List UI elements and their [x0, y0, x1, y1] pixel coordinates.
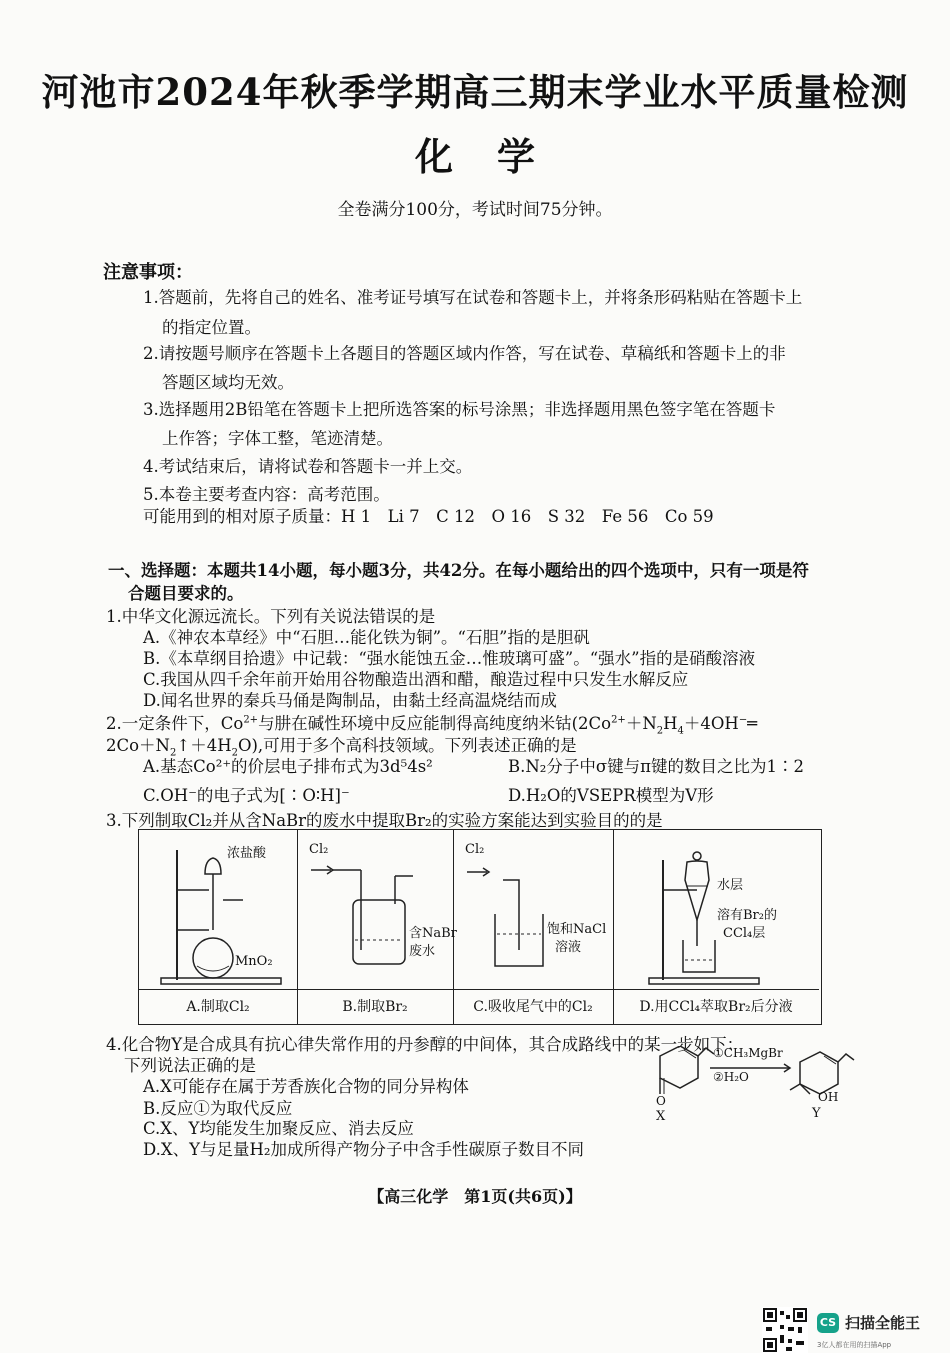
q4-option-b: B.反应①为取代反应	[143, 1099, 293, 1118]
hydroxyl-label: OH	[818, 1090, 839, 1104]
separatory-funnel-diagram	[613, 830, 819, 990]
q2-option-a: A.基态Co²⁺的价层电子排布式为3d⁵4s²	[143, 757, 433, 776]
q1-option-d: D.闻名世界的秦兵马俑是陶制品，由黏土经高温烧结而成	[143, 691, 557, 710]
q2-stem: 2.一定条件下，$Co^{2+}$与肼在碱性环境中反应能制得高纯度纳米钴($2Co^{2+}+N_2H_4+4OH^-═$	[106, 714, 758, 737]
q3-stem: 3.下列制取Cl₂并从含NaBr的废水中提取Br₂的实验方案能达到实验目的的是	[106, 811, 663, 830]
caption-a: A.制取Cl₂	[139, 989, 297, 1024]
q3-apparatus-table	[138, 829, 822, 1025]
panel-d	[613, 830, 819, 1024]
label-cl2-b: Cl₂	[309, 842, 329, 857]
panel-b	[297, 830, 457, 1024]
note-1-cont: 的指定位置。	[162, 318, 261, 337]
reagent-2: ②H₂O	[713, 1070, 749, 1084]
note-2-cont: 答题区域均无效。	[162, 373, 294, 392]
camscanner-name: 扫描全能王	[845, 1314, 921, 1332]
label-water-layer: 水层	[717, 878, 744, 893]
panel-c	[453, 830, 614, 1024]
q4-sub: 下列说法正确的是	[124, 1056, 256, 1075]
note-2: 2.请按题号顺序在答题卡上各题目的答题区域内作答，写在试卷、草稿纸和答题卡上的非	[143, 344, 786, 363]
label-conc-hcl: 浓盐酸	[227, 846, 267, 861]
subject-title: 化学	[414, 134, 579, 179]
caption-b: B.制取Br₂	[297, 989, 453, 1024]
q2-option-d: D.H₂O的VSEPR模型为V形	[508, 786, 714, 805]
caption-c: C.吸收尾气中的Cl₂	[453, 989, 613, 1024]
q1-option-b: B.《本草纲目拾遗》中记载：“强水能蚀五金…惟玻璃可盛”。“强水”指的是硝酸溶液	[143, 649, 756, 668]
q4-option-d: D.X、Y与足量H₂加成所得产物分子中含手性碳原子数目不同	[143, 1140, 585, 1159]
label-br2-ccl4-1: 溶有Br₂的	[717, 908, 777, 923]
camscanner-tagline: 3亿人都在用的扫描App	[817, 1341, 892, 1349]
label-mno2: MnO₂	[235, 954, 273, 969]
notes-heading: 注意事项：	[103, 262, 193, 283]
carbonyl-o-label: O	[656, 1094, 666, 1108]
exam-title: 河池市2024年秋季学期高三期末学业水平质量检测	[41, 70, 909, 114]
q1-option-c: C.我国从四千余年前开始用谷物酿造出酒和醋，酿造过程中只发生水解反应	[143, 670, 689, 689]
caption-d: D.用CCl₄萃取Br₂后分液	[613, 989, 819, 1024]
note-1: 1.答题前，先将自己的姓名、准考证号填写在试卷和答题卡上，并将条形码粘贴在答题卡上	[143, 288, 803, 307]
label-sat-nacl-2: 溶液	[555, 940, 582, 955]
atomic-masses: 可能用到的相对原子质量：H 1 Li 7 C 12 O 16 S 32 Fe 56 Co 59	[143, 507, 714, 526]
q4-option-a: A.X可能存在属于芳香族化合物的同分异构体	[143, 1077, 469, 1096]
q1-option-a: A.《神农本草经》中“石胆…能化铁为铜”。“石胆”指的是胆矾	[143, 628, 590, 647]
section-heading-cont: 合题目要求的。	[128, 584, 244, 603]
panel-a	[139, 830, 298, 1024]
reagent-1: ①CH₃MgBr	[713, 1046, 783, 1060]
note-4: 4.考试结束后，请将试卷和答题卡一并上交。	[143, 457, 473, 476]
score-line: 全卷满分100分，考试时间75分钟。	[337, 200, 613, 220]
note-3: 3.选择题用2B铅笔在答题卡上把所选答案的标号涂黑；非选择题用黑色签字笔在答题卡	[143, 400, 776, 419]
camscanner-logo-icon: CS	[817, 1313, 839, 1333]
qr-code-icon	[762, 1307, 808, 1353]
compound-x-label: X	[656, 1109, 666, 1124]
q2-option-c: C.OH⁻的电子式为[∶O∶H]⁻	[143, 786, 350, 805]
label-nabr-1: 含NaBr	[409, 926, 457, 941]
note-3-cont: 上作答；字体工整，笔迹清楚。	[162, 429, 393, 448]
q1-stem: 1.中华文化源远流长。下列有关说法错误的是	[106, 607, 436, 626]
label-nabr-2: 废水	[409, 944, 436, 959]
label-br2-ccl4-2: CCl₄层	[723, 926, 766, 941]
compound-y-label: Y	[812, 1106, 821, 1121]
q2-stem-cont: $2Co+N_2↑+4H_2O$),可用于多个高科技领域。下列表述正确的是	[106, 736, 577, 759]
q4-option-c: C.X、Y均能发生加聚反应、消去反应	[143, 1119, 414, 1138]
note-5: 5.本卷主要考查内容：高考范围。	[143, 485, 390, 504]
page-footer: 【高三化学 第1页(共6页)】	[368, 1187, 582, 1206]
q2-option-b: B.N₂分子中σ键与π键的数目之比为1∶2	[508, 757, 805, 776]
label-cl2-c: Cl₂	[465, 842, 485, 857]
label-sat-nacl-1: 饱和NaCl	[547, 922, 607, 937]
section-heading: 一、选择题：本题共14小题，每小题3分，共42分。在每小题给出的四个选项中，只有一项是符	[108, 561, 809, 580]
q4-stem: 4.化合物Y是合成具有抗心律失常作用的丹参醇的中间体，其合成路线中的某一步如下：	[106, 1035, 744, 1054]
chlorine-generator-diagram	[139, 830, 297, 990]
